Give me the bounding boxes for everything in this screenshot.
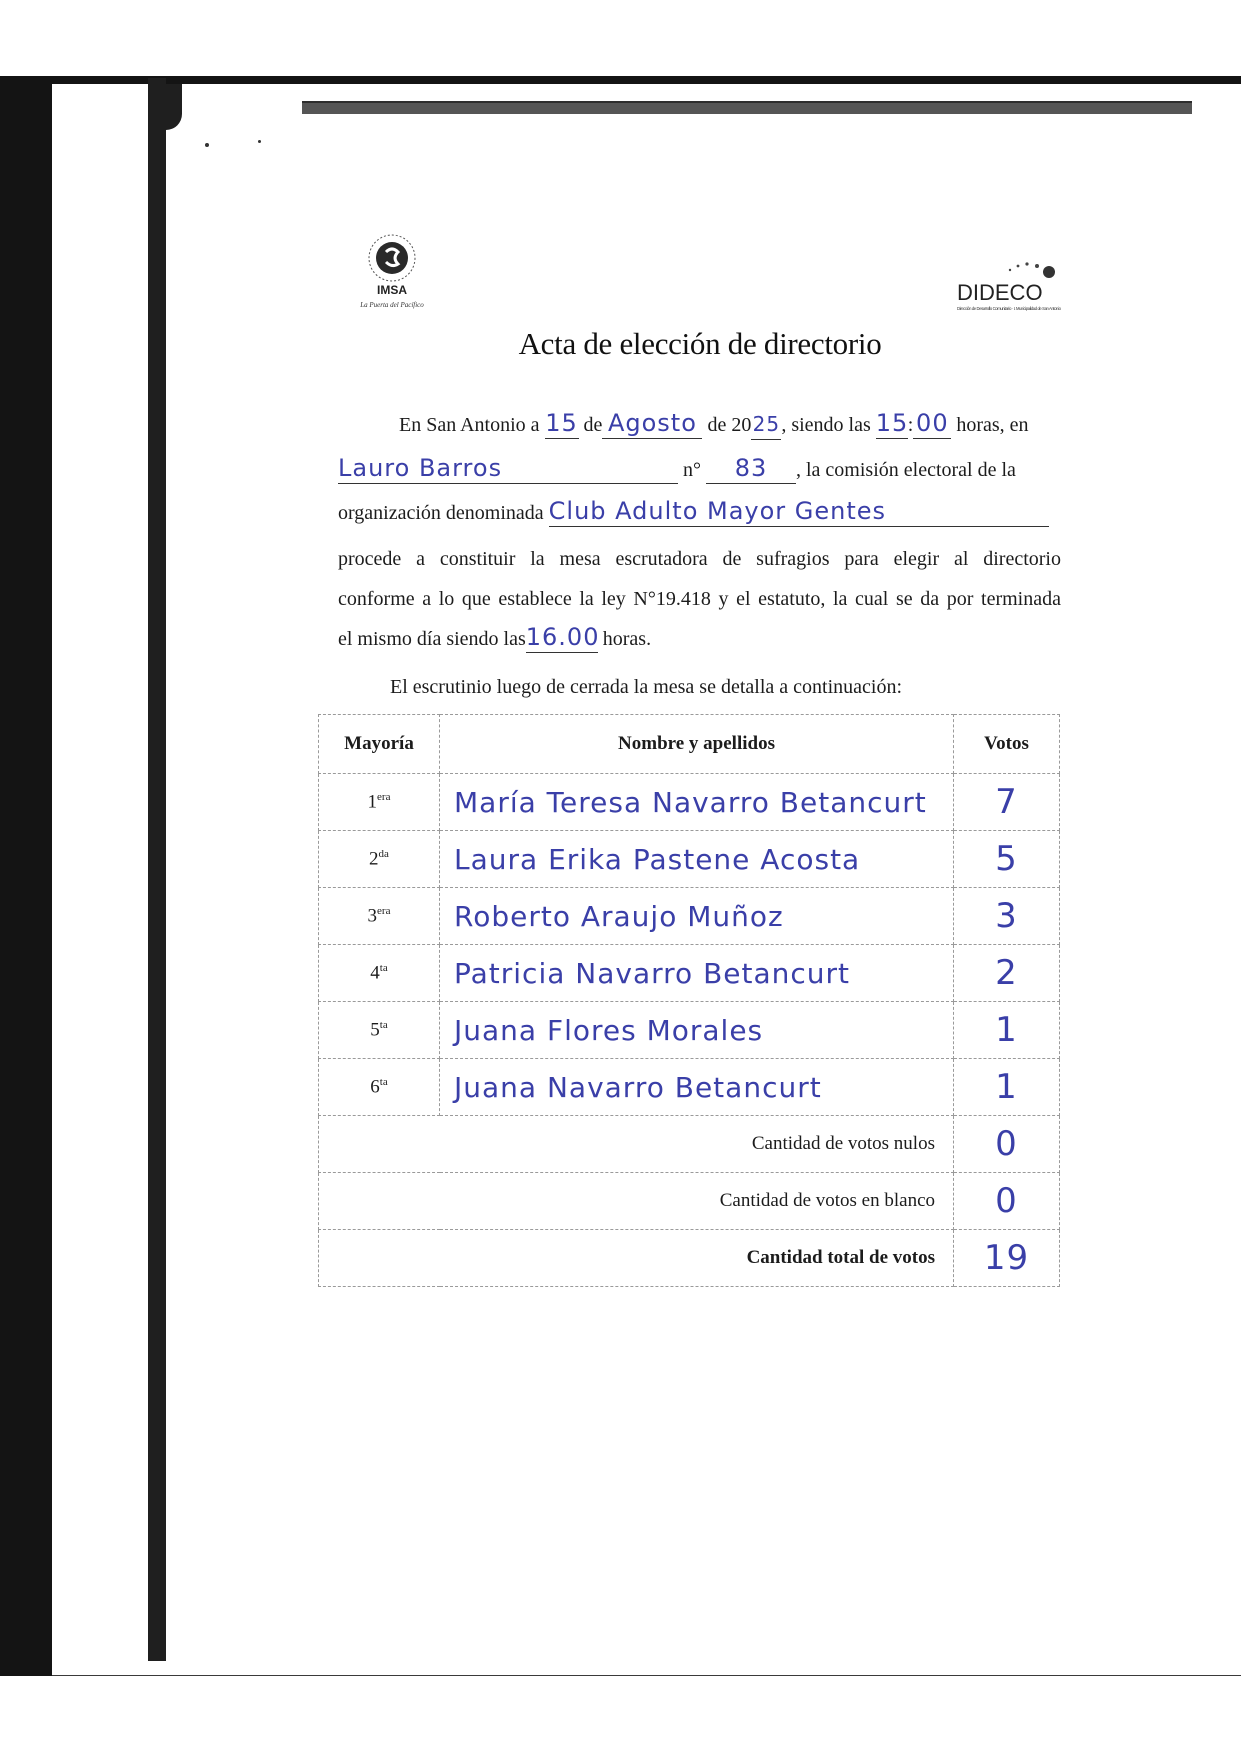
header-nombre: Nombre y apellidos — [440, 715, 954, 774]
nulos-row — [319, 1116, 1060, 1173]
street-number-field: 83 — [706, 453, 796, 484]
intro-line-3: organización denominada Club Adulto Mayor Gentes — [338, 493, 1061, 533]
scan-bottom-line — [52, 1675, 1241, 1676]
escrutinio-line: El escrutinio luego de cerrada la mesa se detalla a continuación: — [390, 676, 903, 698]
organization-field: Club Adulto Mayor Gentes — [549, 496, 1049, 527]
scan-dot — [205, 143, 209, 147]
candidate-name: Laura Erika Pastene Acosta — [440, 831, 954, 888]
street-field: Lauro Barros — [338, 453, 678, 484]
vote-count: 1 — [954, 1059, 1060, 1116]
candidate-name: Juana Navarro Betancurt — [440, 1059, 954, 1116]
nulos-label: Cantidad de votos nulos — [319, 1116, 954, 1173]
rank-cell: $4^{ta}$ — [319, 945, 440, 1002]
rank-cell: $3^{era}$ — [319, 888, 440, 945]
vote-count: 1 — [954, 1002, 1060, 1059]
vote-count: 2 — [954, 945, 1060, 1002]
start-hour-field: 15 — [875, 409, 909, 437]
results-table — [318, 714, 1060, 1287]
rank-cell: $2^{da}$ — [319, 831, 440, 888]
table-row — [319, 1059, 1060, 1116]
page-top-rule — [302, 101, 1192, 114]
year-field: 25 — [751, 409, 781, 440]
blanco-label: Cantidad de votos en blanco — [319, 1173, 954, 1230]
start-minute-field: 00 — [913, 408, 951, 439]
scan-top-border — [0, 76, 1241, 84]
intro-line-5: conforme a lo que establece la ley N°19.418 y el estatuto, la cual se da por terminada — [338, 588, 1061, 610]
end-hour-field: 16.00 — [525, 623, 600, 651]
dideco-logo-text: DIDECO — [957, 280, 1043, 305]
table-header-row — [319, 715, 1060, 774]
vote-count: 7 — [954, 774, 1060, 831]
header-votos: Votos — [954, 715, 1060, 774]
candidate-name: Patricia Navarro Betancurt — [440, 945, 954, 1002]
total-label: Cantidad total de votos — [319, 1230, 954, 1287]
blanco-value: 0 — [954, 1173, 1060, 1230]
total-value: 19 — [954, 1230, 1060, 1287]
total-row — [319, 1230, 1060, 1287]
rank-cell: $1^{era}$ — [319, 774, 440, 831]
candidate-name: Juana Flores Morales — [440, 1002, 954, 1059]
rank-cell: $6^{ta}$ — [319, 1059, 440, 1116]
candidate-name: Roberto Araujo Muñoz — [440, 888, 954, 945]
imsa-logo — [340, 232, 440, 312]
scan-dot — [258, 140, 261, 143]
imsa-logo-text: IMSA — [377, 283, 407, 297]
vote-count: 5 — [954, 831, 1060, 888]
day-field: 15 — [545, 409, 578, 437]
intro-line-2: Lauro Barros n° 83 , la comisión electoral de la — [338, 454, 1016, 482]
table-row — [319, 1002, 1060, 1059]
table-row — [319, 831, 1060, 888]
candidate-name: María Teresa Navarro Betancurt — [440, 774, 954, 831]
document-title: Acta de elección de directorio — [518, 326, 882, 361]
header-mayoria: Mayoría — [319, 715, 440, 774]
scan-page-edge — [148, 78, 166, 1661]
table-row — [319, 774, 1060, 831]
dideco-logo — [955, 258, 1065, 320]
intro-line-1: En San Antonio a 15 de Agosto de 2025, siendo las 15: 00 horas, en — [338, 405, 1061, 445]
intro-line-4: procede a constituir la mesa escrutadora de sufragios para elegir al directorio — [338, 548, 1061, 570]
intro-line-6: el mismo día siendo las16.00 horas. — [338, 623, 652, 651]
vote-count: 3 — [954, 888, 1060, 945]
rank-cell: $5^{ta}$ — [319, 1002, 440, 1059]
table-row — [319, 888, 1060, 945]
nulos-value: 0 — [954, 1116, 1060, 1173]
month-field: Agosto — [602, 408, 702, 439]
dideco-logo-tagline: Dirección de Desarrollo Comunitario · I. Municipalidad de San Antonio — [957, 306, 1061, 311]
blanco-row — [319, 1173, 1060, 1230]
table-row — [319, 945, 1060, 1002]
scan-left-border — [0, 76, 52, 1676]
scan-page-fold — [160, 84, 182, 130]
imsa-logo-tagline: La Puerta del Pacífico — [360, 301, 424, 309]
